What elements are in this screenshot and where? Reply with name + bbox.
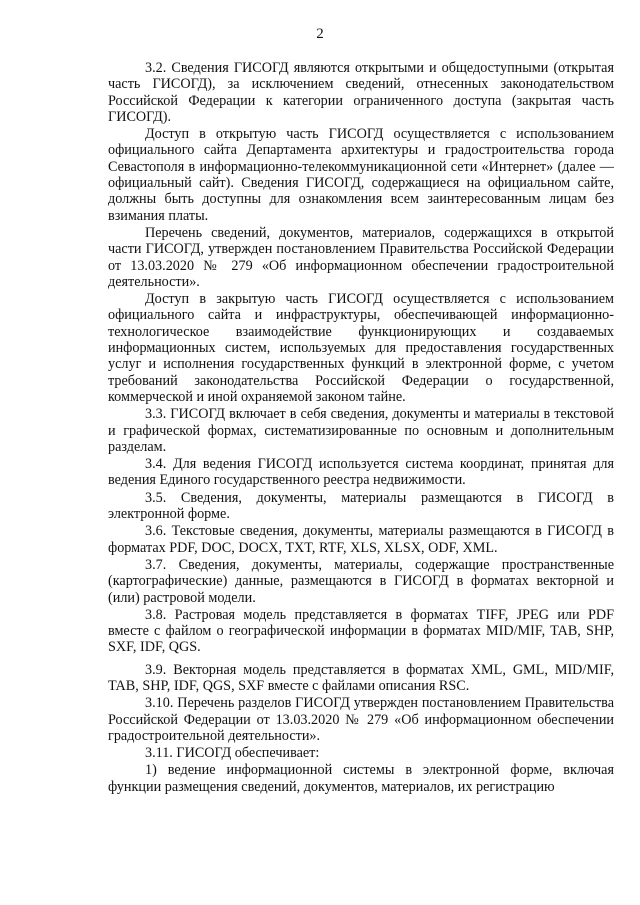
paragraph-3-5: 3.5. Сведения, документы, материалы размещаются в ГИСОГД в электронной форме. bbox=[108, 489, 614, 523]
paragraph-item-1: 1) ведение информационной системы в электронной форме, включая функции размещения сведений, документов, материалов, их регистрацию bbox=[108, 762, 614, 795]
document-body bbox=[108, 60, 614, 796]
paragraph-open-list: Перечень сведений, документов, материалов, содержащихся в открытой части ГИСОГД, утвержден постановлением Правительства Российской Федерации от 13.03.2020 № 279 «Об информационном обеспечении градостроительной деятельности». bbox=[108, 224, 614, 290]
paragraph-closed-access: Доступ в закрытую часть ГИСОГД осуществляется с использованием официального сайта и инфраструктуры, обеспечивающей информационно-технологическое взаимодействие функционирующих и создаваемых информационных систем, используемых для предоставления государственных услуг и исполнения государственных функций в электронной форме, с учетом требований законодательства Российской Федерации о государственной, коммерческой и иной охраняемой законом тайне. bbox=[108, 291, 614, 405]
paragraph-3-6: 3.6. Текстовые сведения, документы, материалы размещаются в ГИСОГД в форматах PDF, DOC, DOCX, TXT, RTF, XLS, XLSX, ODF, XML. bbox=[108, 523, 614, 556]
paragraph-3-9: 3.9. Векторная модель представляется в форматах XML, GML, MID/MIF, TAB, SHP, IDF, QGS, SXF вместе с файлами описания RSC. bbox=[108, 661, 614, 694]
paragraph-3-3: 3.3. ГИСОГД включает в себя сведения, документы и материалы в текстовой и графической формах, систематизированные по основным и дополнительным разделам. bbox=[108, 406, 614, 455]
paragraph-3-4: 3.4. Для ведения ГИСОГД используется система координат, принятая для ведения Единого государственного реестра недвижимости. bbox=[108, 456, 614, 489]
paragraph-open-access: Доступ в открытую часть ГИСОГД осуществляется с использованием официального сайта Департамента архитектуры и градостроительства города Севастополя в информационно-телекоммуникационной сети «Интернет» (далее — официальный сайт). Сведения ГИСОГД, содержащиеся на официальном сайте, должны быть доступны для ознакомления всем заинтересованным лицам без взимания платы. bbox=[108, 126, 614, 224]
page-number: 2 bbox=[316, 26, 324, 42]
paragraph-3-11: 3.11. ГИСОГД обеспечивает: bbox=[145, 745, 320, 762]
paragraph-3-8: 3.8. Растровая модель представляется в форматах TIFF, JPEG или PDF вместе с файлом о географической информации в форматах MID/MIF, TAB, SHP, SXF, IDF, QGS. bbox=[108, 606, 614, 656]
paragraph-3-2: 3.2. Сведения ГИСОГД являются открытыми и общедоступными (открытая часть ГИСОГД), за исключением сведений, отнесенных законодательством Российской Федерации к категории ограниченного доступа (закрытая часть ГИСОГД). bbox=[108, 60, 614, 125]
paragraph-3-7: 3.7. Сведения, документы, материалы, содержащие пространственные (картографические) данные, размещаются в ГИСОГД в форматах векторной и (или) растровой модели. bbox=[108, 556, 614, 606]
paragraph-3-10: 3.10. Перечень разделов ГИСОГД утвержден постановлением Правительства Российской Федерации от 13.03.2020 № 279 «Об информационном обеспечении градостроительной деятельности». bbox=[108, 695, 614, 744]
